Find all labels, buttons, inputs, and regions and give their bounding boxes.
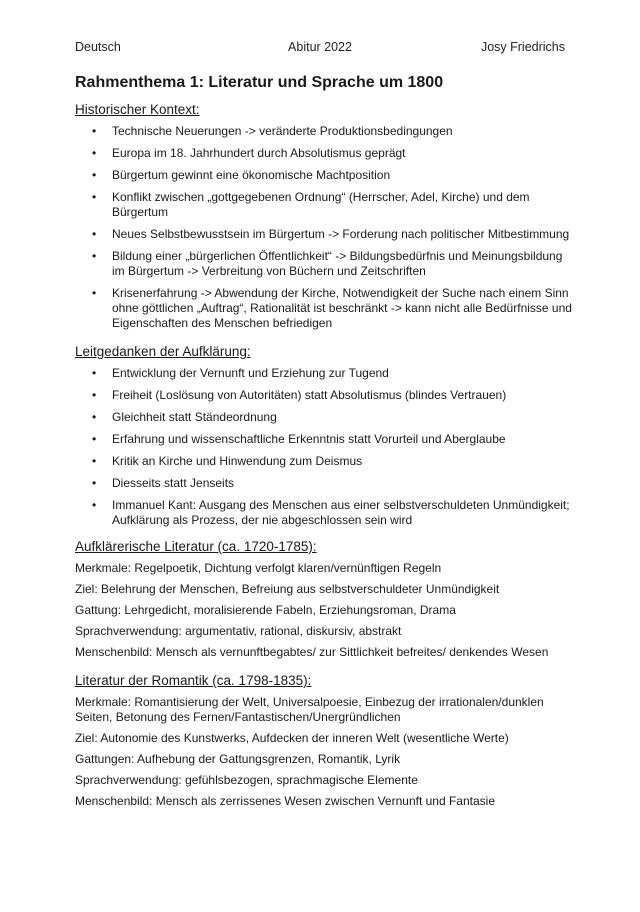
header-exam: Abitur 2022 [288, 40, 352, 54]
section-aufklaererische-literatur [75, 538, 575, 660]
text-line: Gattung: Lehrgedicht, moralisierende Fabeln, Erziehungsroman, Drama [75, 603, 456, 617]
text-line: Sprachverwendung: argumentativ, rational, diskursiv, abstrakt [75, 624, 402, 638]
list-item-text: Kritik an Kirche und Hinwendung zum Deismus [112, 454, 363, 468]
section-leitgedanken [75, 343, 575, 528]
section-heading: Literatur der Romantik (ca. 1798-1835): [75, 673, 312, 688]
list-item [75, 366, 575, 381]
section-heading: Leitgedanken der Aufklärung: [75, 344, 251, 359]
list-item [75, 432, 575, 447]
list-item [75, 227, 575, 242]
list-item [75, 249, 575, 279]
list-item-text: Immanuel Kant: Ausgang des Menschen aus einer selbstverschuldeten Unmündigkeit; Aufklärung als Prozess, der nie abgeschlossen sein wird [112, 498, 570, 527]
bullet-icon: • [92, 432, 97, 446]
list-item [75, 124, 575, 139]
page-header [75, 40, 565, 56]
bullet-icon: • [92, 190, 97, 204]
bullet-icon: • [92, 366, 97, 380]
list-item-text: Europa im 18. Jahrhundert durch Absolutismus geprägt [112, 146, 406, 160]
list-item-text: Entwicklung der Vernunft und Erziehung zur Tugend [112, 366, 389, 380]
list-item [75, 388, 575, 403]
bullet-icon: • [92, 498, 97, 512]
list-item [75, 454, 575, 469]
list-item-text: Gleichheit statt Ständeordnung [112, 410, 277, 424]
bullet-icon: • [92, 454, 97, 468]
list-item-text: Diesseits statt Jenseits [112, 476, 235, 490]
bullet-icon: • [92, 476, 97, 490]
text-line: Menschenbild: Mensch als vernunftbegabtes/ zur Sittlichkeit befreites/ denkendes Wesen [75, 645, 549, 659]
text-line: Gattungen: Aufhebung der Gattungsgrenzen, Romantik, Lyrik [75, 752, 401, 766]
list-item-text: Technische Neuerungen -> veränderte Produktionsbedingungen [112, 124, 453, 138]
text-line: Merkmale: Romantisierung der Welt, Universalpoesie, Einbezug der irrationalen/dunklen Seiten, Betonung des Fernen/Fantastischen/Unergründlichen [75, 695, 544, 724]
document-content [75, 73, 575, 815]
list-item-text: Neues Selbstbewusstsein im Bürgertum -> Forderung nach politischer Mitbestimmung [112, 227, 570, 241]
list-item-text: Bildung einer „bürgerlichen Öffentlichkeit“ -> Bildungsbedürfnis und Meinungsbildung im Bürgertum -> Verbreitung von Büchern und Zeitschriften [112, 249, 563, 278]
bullet-icon: • [92, 388, 97, 402]
bullet-list [75, 124, 575, 331]
bullet-icon: • [92, 286, 97, 300]
section-literatur-der-romantik [75, 672, 575, 809]
list-item-text: Erfahrung und wissenschaftliche Erkenntnis statt Vorurteil und Aberglaube [112, 432, 506, 446]
page-title: Rahmenthema 1: Literatur und Sprache um 1800 [75, 74, 444, 91]
bullet-icon: • [92, 124, 97, 138]
list-item [75, 286, 575, 331]
list-item-text: Bürgertum gewinnt eine ökonomische Machtposition [112, 168, 391, 182]
header-subject: Deutsch [75, 40, 121, 54]
bullet-icon: • [92, 227, 97, 241]
bullet-icon: • [92, 168, 97, 182]
text-line: Menschenbild: Mensch als zerrissenes Wesen zwischen Vernunft und Fantasie [75, 794, 495, 808]
section-historischer-kontext [75, 101, 575, 331]
list-item [75, 146, 575, 161]
section-heading: Historischer Kontext: [75, 102, 200, 117]
bullet-list [75, 366, 575, 528]
list-item-text: Konflikt zwischen „gottgegebenen Ordnung“ (Herrscher, Adel, Kirche) und dem Bürgertum [112, 190, 530, 219]
bullet-icon: • [92, 146, 97, 160]
list-item [75, 476, 575, 491]
text-line: Sprachverwendung: gefühlsbezogen, sprachmagische Elemente [75, 773, 418, 787]
header-author: Josy Friedrichs [480, 40, 565, 54]
list-item-text: Krisenerfahrung -> Abwendung der Kirche, Notwendigkeit der Suche nach einem Sinn ohne göttlichen „Auftrag“, Rationalität ist beschränkt -> kann nicht alle Bedürfnisse und Eigenschaften des Menschen befriedigen [112, 286, 572, 330]
text-line: Ziel: Belehrung der Menschen, Befreiung aus selbstverschuldeter Unmündigkeit [75, 582, 500, 596]
list-item [75, 168, 575, 183]
text-line: Merkmale: Regelpoetik, Dichtung verfolgt klaren/vernünftigen Regeln [75, 561, 442, 575]
bullet-icon: • [92, 249, 97, 263]
list-item-text: Freiheit (Loslösung von Autoritäten) statt Absolutismus (blindes Vertrauen) [112, 388, 507, 402]
list-item [75, 410, 575, 425]
text-line: Ziel: Autonomie des Kunstwerks, Aufdecken der inneren Welt (wesentliche Werte) [75, 731, 509, 745]
section-heading: Aufklärerische Literatur (ca. 1720-1785): [75, 539, 317, 554]
bullet-icon: • [92, 410, 97, 424]
list-item [75, 498, 575, 528]
list-item [75, 190, 575, 220]
